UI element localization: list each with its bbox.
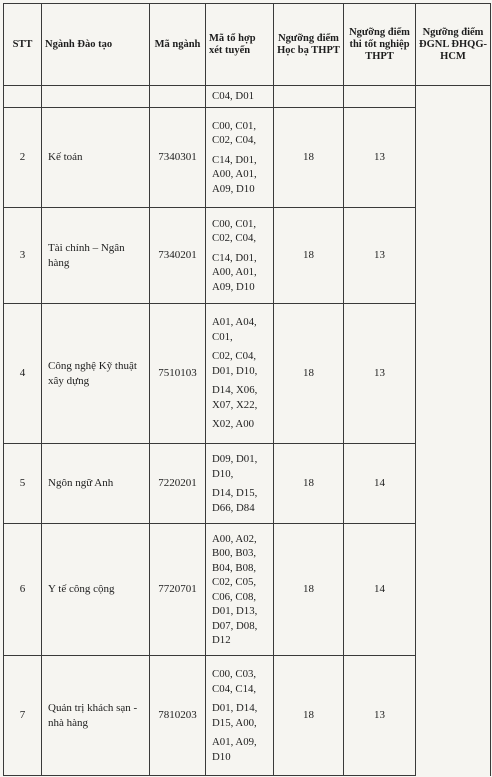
major-name-cell: Công nghệ Kỹ thuật xây dựng xyxy=(42,304,150,444)
combo-line: C02, C04, xyxy=(212,232,257,245)
major-code-cell: 7220201 xyxy=(150,444,206,524)
combo-line: C04, D01 xyxy=(212,90,254,103)
combo-line: X07, X22, xyxy=(212,398,258,411)
combo-line: X02, A00 xyxy=(212,418,254,431)
combo-line: C01, xyxy=(212,330,233,343)
tot-nghiep-score-cell: 14 xyxy=(344,524,416,656)
combo-line: C00, C01, xyxy=(212,217,257,230)
combo-line: C06, C08, xyxy=(212,590,257,603)
header-dgnl: Ngưỡng điểm ĐGNL ĐHQG-HCM xyxy=(416,4,491,86)
major-name-cell: Quản trị khách sạn - nhà hàng xyxy=(42,656,150,776)
combo-line: B00, B03, xyxy=(212,547,257,559)
combo-line: D09, D01, xyxy=(212,453,258,465)
combo-line: C04, C14, xyxy=(212,682,257,695)
combo-line: C00, C03, xyxy=(212,668,257,680)
combo-line: C02, C04, xyxy=(212,134,257,147)
dgnl-score-cell xyxy=(416,304,491,444)
major-name-cell: Ngôn ngữ Anh xyxy=(42,444,150,524)
dgnl-score-cell xyxy=(416,108,491,208)
combo-cell xyxy=(206,108,274,208)
combo-line: D14, D15, xyxy=(212,487,258,499)
major-code-cell: 7810203 xyxy=(150,656,206,776)
stt-cell: 2 xyxy=(4,108,42,208)
table-row xyxy=(4,656,491,776)
combo-line: D01, D14, xyxy=(212,702,258,714)
major-code-cell: 7340201 xyxy=(150,208,206,304)
major-name-cell: Y tế công cộng xyxy=(42,524,150,656)
combo-line: D01, D10, xyxy=(212,364,258,377)
dgnl-score-cell xyxy=(416,444,491,524)
tot-nghiep-score-cell: 13 xyxy=(344,108,416,208)
table-row xyxy=(4,304,491,444)
stt-cell: 7 xyxy=(4,656,42,776)
combo-cell xyxy=(206,444,274,524)
stt-cell: 5 xyxy=(4,444,42,524)
hoc-ba-score-cell: 18 xyxy=(274,656,344,776)
combo-line: C02, C04, xyxy=(212,350,257,363)
hoc-ba-score-cell: 18 xyxy=(274,304,344,444)
table-row xyxy=(4,108,491,208)
combo-line: A09, D10 xyxy=(212,280,255,293)
combo-line: D14, X06, xyxy=(212,384,258,397)
dgnl-score-cell xyxy=(416,86,491,108)
hoc-ba-score-cell xyxy=(274,86,344,108)
combo-line: D15, A00, xyxy=(212,716,257,729)
dgnl-score-cell xyxy=(416,656,491,776)
combo-line: B04, B08, xyxy=(212,561,257,574)
major-code-cell: 7340301 xyxy=(150,108,206,208)
hoc-ba-score-cell: 18 xyxy=(274,524,344,656)
header-nganh: Ngành Đào tạo xyxy=(42,4,150,86)
combo-line: A01, A09, xyxy=(212,736,257,748)
combo-line: C02, C05, xyxy=(212,576,257,588)
combo-cell xyxy=(206,656,274,776)
combo-line: A01, A04, xyxy=(212,316,257,329)
dgnl-score-cell xyxy=(416,208,491,304)
admission-table xyxy=(3,3,491,776)
combo-line: D12 xyxy=(212,634,231,646)
combo-line: D66, D84 xyxy=(212,501,255,514)
tot-nghiep-score-cell: 13 xyxy=(344,656,416,776)
table-row xyxy=(4,208,491,304)
table-row xyxy=(4,86,491,108)
major-code-cell: 7720701 xyxy=(150,524,206,656)
combo-line: D10, xyxy=(212,467,234,480)
header-to-hop: Mã tổ hợp xét tuyển xyxy=(206,4,274,86)
major-code-cell xyxy=(150,86,206,108)
hoc-ba-score-cell: 18 xyxy=(274,444,344,524)
major-code-cell: 7510103 xyxy=(150,304,206,444)
combo-line: D10 xyxy=(212,750,231,763)
combo-cell xyxy=(206,86,274,108)
hoc-ba-score-cell: 18 xyxy=(274,208,344,304)
tot-nghiep-score-cell: 14 xyxy=(344,444,416,524)
major-name-cell: Kế toán xyxy=(42,108,150,208)
header-ma-nganh: Mã ngành xyxy=(150,4,206,86)
major-name-cell: Tài chính – Ngân hàng xyxy=(42,208,150,304)
combo-line: A09, D10 xyxy=(212,182,255,195)
combo-cell xyxy=(206,304,274,444)
combo-cell xyxy=(206,524,274,656)
combo-line: A00, A02, xyxy=(212,532,257,545)
combo-line: C00, C01, xyxy=(212,119,257,132)
header-tot-nghiep: Ngưỡng điểm thi tốt nghiệp THPT xyxy=(344,4,416,86)
combo-line: C14, D01, xyxy=(212,251,257,264)
stt-cell: 4 xyxy=(4,304,42,444)
header-hoc-ba: Ngưỡng điểm Học bạ THPT xyxy=(274,4,344,86)
tot-nghiep-score-cell: 13 xyxy=(344,208,416,304)
hoc-ba-score-cell: 18 xyxy=(274,108,344,208)
combo-line: A00, A01, xyxy=(212,168,257,181)
major-name-cell xyxy=(42,86,150,108)
tot-nghiep-score-cell: 13 xyxy=(344,304,416,444)
combo-line: A00, A01, xyxy=(212,266,257,279)
stt-cell: 6 xyxy=(4,524,42,656)
header-stt: STT xyxy=(4,4,42,86)
combo-line: C14, D01, xyxy=(212,153,257,166)
table-row xyxy=(4,524,491,656)
stt-cell xyxy=(4,86,42,108)
tot-nghiep-score-cell xyxy=(344,86,416,108)
table-row xyxy=(4,444,491,524)
header-row xyxy=(4,4,491,86)
dgnl-score-cell xyxy=(416,524,491,656)
stt-cell: 3 xyxy=(4,208,42,304)
combo-line: D07, D08, xyxy=(212,619,258,632)
combo-cell xyxy=(206,208,274,304)
combo-line: D01, D13, xyxy=(212,605,258,617)
